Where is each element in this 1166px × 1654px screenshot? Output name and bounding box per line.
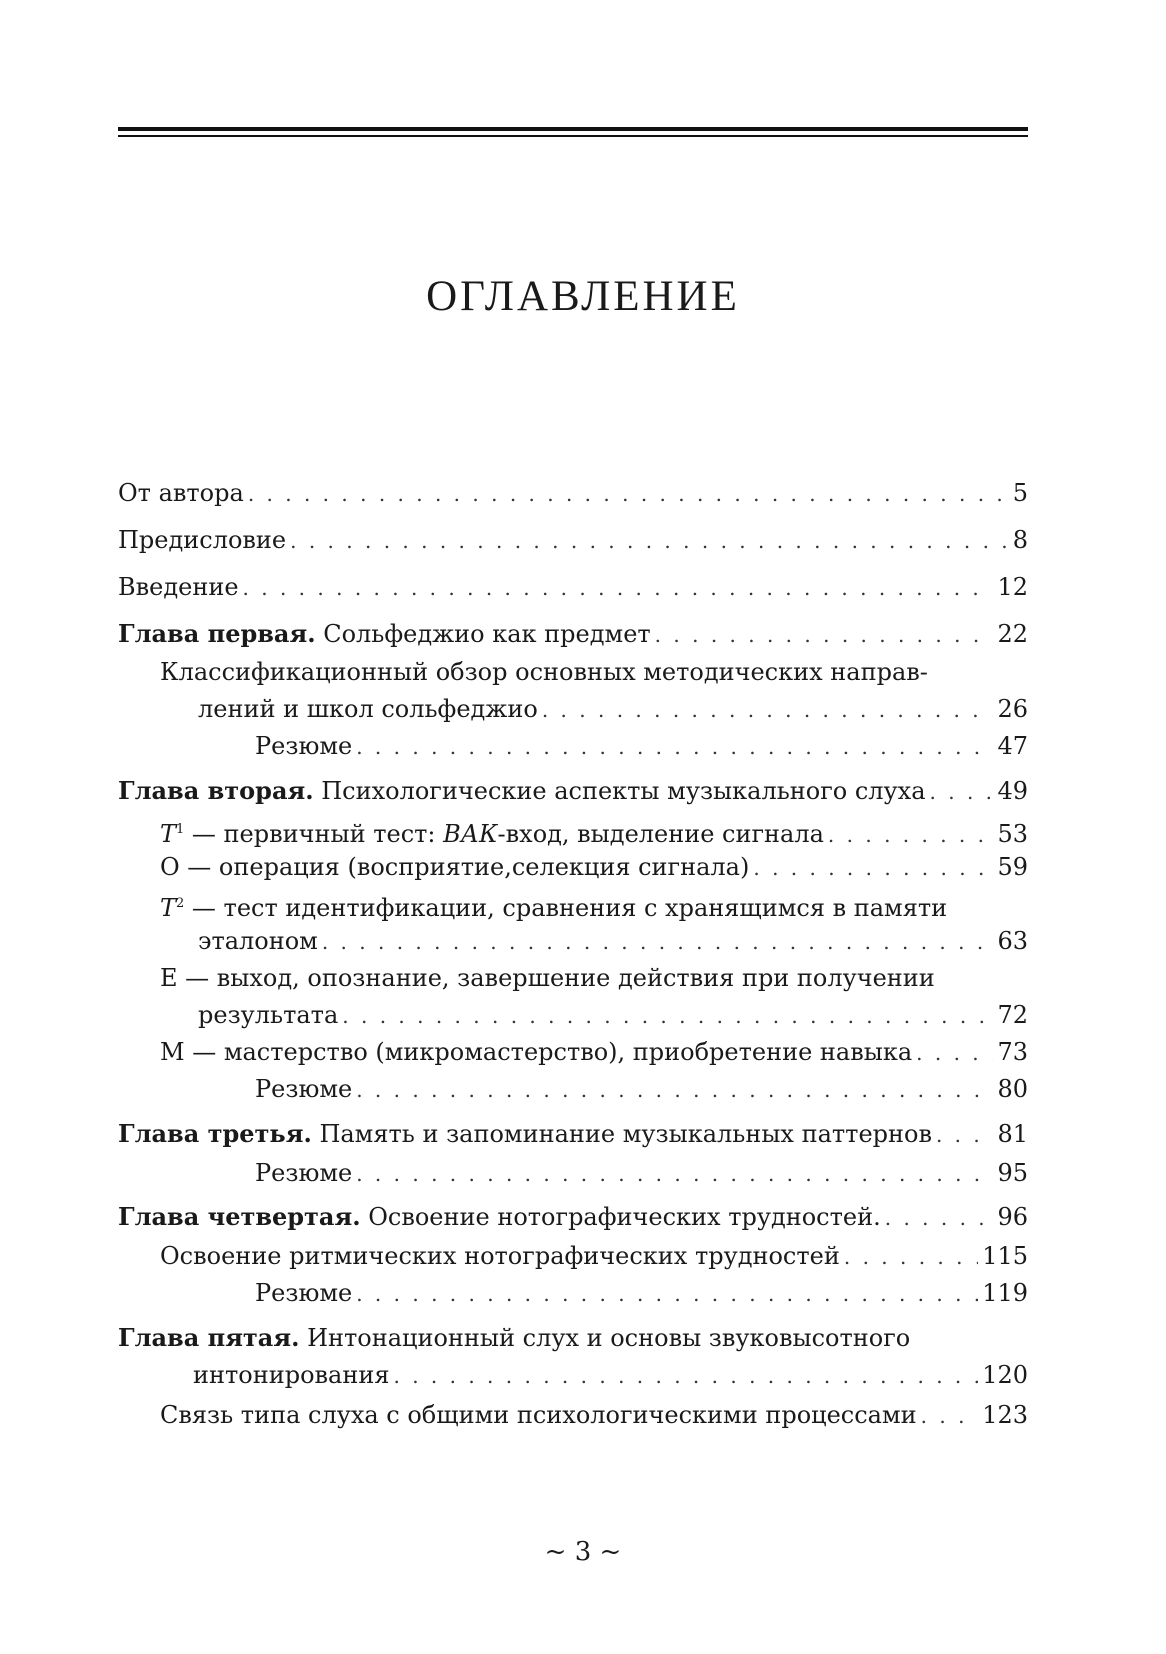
toc-entry-line2[interactable]	[198, 926, 1028, 957]
chapter-label: Глава пятая.	[118, 1323, 300, 1352]
dot-leader	[542, 695, 994, 725]
dot-leader	[290, 526, 1009, 556]
toc-summary-entry[interactable]	[255, 1278, 1028, 1309]
page-number-footer: ~ 3 ~	[544, 1537, 622, 1567]
dot-leader	[342, 1001, 993, 1031]
toc-entry-line1[interactable]	[160, 657, 1028, 687]
test-symbol: $T^1$	[160, 820, 185, 848]
toc-entry[interactable]	[160, 1241, 1028, 1272]
toc-entry-title: Интонационный слух и основы звуковысотного	[307, 1324, 911, 1352]
dot-leader	[753, 853, 993, 883]
toc-entry[interactable]	[160, 852, 1028, 883]
dot-leader	[885, 1203, 994, 1233]
toc-entry-title: Классификационный обзор основных методических направ-	[160, 658, 928, 686]
dot-leader	[322, 927, 994, 957]
toc-entry-line1[interactable]	[160, 889, 1028, 923]
toc-entry-title: — тест идентификации, сравнения с хранящимся в памяти	[184, 894, 948, 922]
toc-entry[interactable]	[118, 478, 1028, 509]
toc-entry[interactable]	[160, 1400, 1028, 1431]
toc-page-number: 72	[997, 1001, 1028, 1029]
chapter-label: Глава вторая.	[118, 776, 314, 805]
toc-entry-title: Резюме	[255, 1279, 353, 1307]
toc-entry-title: Резюме	[255, 732, 353, 760]
toc-page-number: 26	[997, 695, 1028, 723]
toc-page-number: 59	[997, 853, 1028, 881]
toc-entry-title: Сольфеджио как предмет	[323, 620, 651, 648]
toc-entry-title: Связь типа слуха с общими психологическими процессами	[160, 1401, 917, 1429]
toc-summary-entry[interactable]	[255, 1074, 1028, 1105]
toc-entry-title: Е — выход, опознание, завершение действия при получении	[160, 964, 935, 992]
page-title: ОГЛАВЛЕНИЕ	[426, 273, 740, 320]
toc-entry-line2[interactable]	[198, 1000, 1028, 1031]
toc-entry-title: М — мастерство (микромастерство), приобретение навыка	[160, 1038, 913, 1066]
dot-leader	[921, 1401, 979, 1431]
test-symbol: $T^2$	[160, 894, 185, 922]
dot-leader	[356, 1159, 993, 1189]
toc-page-number: 12	[997, 573, 1028, 601]
chapter-label: Глава четвертая.	[118, 1202, 361, 1231]
toc-entry-title: Резюме	[255, 1159, 353, 1187]
toc-entry-title: Память и запоминание музыкальных паттернов	[319, 1120, 932, 1148]
toc-page-number: 73	[997, 1038, 1028, 1066]
toc-entry-title: Введение	[118, 573, 239, 601]
toc-page-number: 63	[997, 927, 1028, 955]
toc-page-number: 22	[997, 620, 1028, 648]
toc-chapter-entry[interactable]	[118, 619, 1028, 650]
toc-page-number: 8	[1012, 526, 1028, 554]
toc-entry[interactable]	[160, 1037, 1028, 1068]
toc-entry-title: Освоение ритмических нотографических трудностей	[160, 1242, 840, 1270]
toc-page-number: 95	[997, 1159, 1028, 1187]
dot-leader	[243, 573, 994, 603]
toc-page-number: 5	[1012, 479, 1028, 507]
toc-page-number: 47	[997, 732, 1028, 760]
dot-leader	[844, 1242, 978, 1272]
toc-page-number: 120	[982, 1361, 1028, 1389]
toc-chapter-entry-line1[interactable]	[118, 1323, 1028, 1353]
toc-entry-title: Психологические аспекты музыкального слуха	[321, 777, 926, 805]
top-rule-thin	[118, 135, 1028, 137]
chapter-label: Глава третья.	[118, 1119, 312, 1148]
dot-leader	[393, 1361, 978, 1391]
toc-chapter-entry[interactable]	[118, 1202, 1028, 1233]
toc-entry[interactable]	[118, 525, 1028, 556]
dot-leader	[916, 1038, 993, 1068]
toc-summary-entry[interactable]	[255, 1158, 1028, 1189]
toc-page-number: 80	[997, 1075, 1028, 1103]
toc-entry-title: Предисловие	[118, 526, 287, 554]
toc-page-number: 53	[997, 820, 1028, 848]
dot-leader	[936, 1120, 993, 1150]
toc-chapter-entry[interactable]	[118, 1119, 1028, 1150]
toc-page-number: 49	[997, 777, 1028, 805]
toc-summary-entry[interactable]	[255, 731, 1028, 762]
toc-page-number: 119	[982, 1279, 1028, 1307]
toc-entry[interactable]	[160, 815, 1028, 850]
toc-page-number: 123	[982, 1401, 1028, 1429]
toc-entry-title: — первичный тест:	[184, 820, 444, 848]
dot-leader	[930, 777, 994, 807]
toc-entry-title: О — операция (восприятие,селекция сигнала)	[160, 853, 750, 881]
toc-entry-title: От автора	[118, 479, 244, 507]
toc-entry-italic: ВАК	[443, 820, 498, 848]
toc-entry-title-cont: результата	[198, 1001, 339, 1029]
dot-leader	[356, 1075, 993, 1105]
toc-entry[interactable]	[118, 572, 1028, 603]
toc-entry-line1[interactable]	[160, 963, 1028, 993]
toc-chapter-entry-line2[interactable]	[193, 1360, 1028, 1391]
toc-page-number: 115	[982, 1242, 1028, 1270]
dot-leader	[356, 732, 993, 762]
toc-entry-title-cont: эталоном	[198, 927, 318, 955]
dot-leader	[248, 479, 1009, 509]
toc-entry-title-cont: лений и школ сольфеджио	[198, 695, 538, 723]
dot-leader	[828, 820, 994, 850]
toc-page-number: 81	[997, 1120, 1028, 1148]
chapter-label: Глава первая.	[118, 619, 316, 648]
top-rule-thick	[118, 127, 1028, 131]
toc-entry-line2[interactable]	[198, 694, 1028, 725]
toc-page-number: 96	[997, 1203, 1028, 1231]
toc-entry-title: Освоение нотографических трудностей.	[368, 1203, 881, 1231]
toc-entry-title-cont: интонирования	[193, 1361, 390, 1389]
dot-leader	[655, 620, 994, 650]
toc-entry-title-cont: -вход, выделение сигнала	[497, 820, 824, 848]
toc-entry-title: Резюме	[255, 1075, 353, 1103]
toc-chapter-entry[interactable]	[118, 776, 1028, 807]
dot-leader	[356, 1279, 978, 1309]
